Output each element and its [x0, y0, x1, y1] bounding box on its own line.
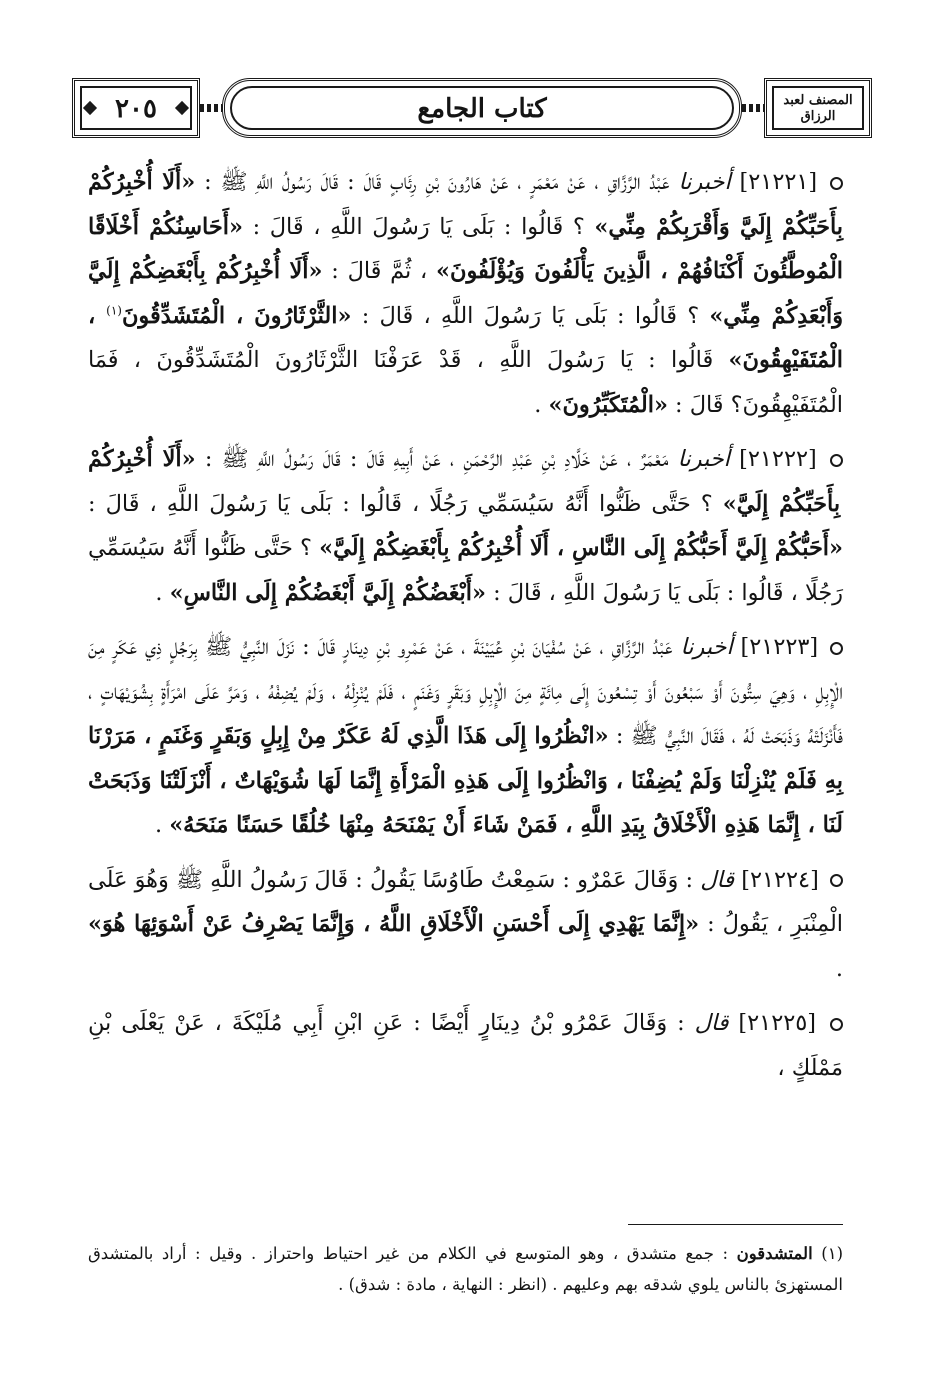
footnote-reference[interactable]: (١): [106, 303, 122, 318]
hadith-quote: «أَلَا أُخْبِرُكُمْ بِأَحَبِّكُمْ إِلَيَّ»: [88, 446, 841, 517]
page-header: [72, 78, 872, 138]
hadith-text: ؟ قَالُوا : بَلَى يَا رَسُولَ اللَّهِ ، قَالَ :: [351, 302, 700, 329]
hadith-number: [٢١٢٢٥]: [738, 1010, 817, 1036]
hadith-text: .: [835, 955, 843, 982]
hadith-quote: «الثَّرْثَارُونَ ، الْمُتَشَدِّقُونَ: [121, 302, 352, 329]
circle-bullet-icon: [830, 642, 843, 655]
circle-bullet-icon: [830, 874, 843, 887]
hadith-quote: «انْظُرُوا إِلَى هَذَا الَّذِي لَهُ عَكَرٌ مِنْ إِبِلٍ وَبَقَرٍ وَغَنَمٍ ، مَرَرْنَا بِهِ فَلَمْ يُنْزِلْنَا وَلَمْ يُضِفْنَا ، وَانْظُرُوا إِلَى هَذِهِ الْمَرْأَةِ إِنَّمَا لَهَا شُوَيْهَاتٌ ، أَنْزَلَتْنَا وَذَبَحَتْ لَنَا ، إِنَّمَا هَذِهِ الْأَخْلَاقُ بِيَدِ اللَّهِ ، فَمَنْ شَاءَ أَنْ يَمْنَحَهُ مِنْهَا خُلُقًا حَسَنًا مَنَحَهُ»: [88, 723, 843, 838]
hadith-text: : وَقَالَ عَمْرُو بْنُ دِينَارٍ أَيْضًا : عَنِ ابْنِ أَبِي مُلَيْكَةَ ، عَنْ يَعْلَى بْنِ مَمْلَكٍ ،: [88, 1010, 843, 1081]
hadith-quote: «أَحَبُّكُمْ إِلَيَّ أَحَبُّكُمْ إِلَى النَّاسِ ، أَلَا أُخْبِرُكُمْ بِأَبْغَضِكُمْ إِلَيَّ»: [319, 535, 844, 561]
circle-bullet-icon: [830, 177, 843, 190]
hadith-quote: ، الْمُتَفَيْهِقُونَ»: [88, 302, 843, 373]
hadith-text: .: [534, 391, 542, 418]
hadith-text: عَبْدُ الرَّزَّاقِ ، عَنْ سُفْيَانَ بْنِ عُيَيْنَةَ ، عَنْ عَمْرِو بْنِ دِينَارٍ قَالَ : نَزَلَ النَّبِيُّ ﷺ بِرَجُلٍ ذِي عَكَرٍ مِنَ الْإِبِلِ ، وَهِيَ سِتُّونَ أَوْ سَبْعُونَ أَوْ تِسْعُونَ إِلَى مِائَةٍ مِنَ الْإِبِلِ وَبَقَرٍ وَغَنَمٍ ، فَلَمْ يُنْزِلْهُ ، وَلَمْ يُضِفْهُ ، وَمَرَّ عَلَى امْرَأَةٍ بِشُوَيْهَاتٍ ، فَأَنْزَلَتْهُ وَذَبَحَتْ لَهُ ، فَقَالَ النَّبِيُّ ﷺ :: [88, 634, 843, 749]
hadith-quote: «أَلَا أُخْبِرُكُمْ بِأَبْغَضِكُمْ إِلَيَّ وَأَبْعَدِكُمْ مِنِّي»: [88, 258, 844, 329]
footnote-divider: [628, 1224, 843, 1225]
footnote: [88, 1238, 843, 1300]
hadith-text: عَبْدُ الرَّزَّاقِ ، عَنْ مَعْمَرٍ ، عَنْ هَارُونَ بْنِ رِئَابٍ قَالَ : قَالَ رَسُولُ اللَّهِ ﷺ :: [195, 169, 670, 195]
hadith-number: [٢١٢٢٤]: [741, 866, 819, 893]
hadith-entry: [88, 437, 843, 615]
hadith-source-word: أخبرنا: [680, 634, 733, 660]
circle-bullet-icon: [830, 454, 843, 467]
hadith-text: ؟ حَتَّى ظَنُّوا أَنَّهُ سَيُسَمِّي رَجُلًا ، قَالُوا : بَلَى يَا رَسُولَ اللَّهِ ، قَالَ :: [88, 490, 713, 517]
hadith-text: ؟ حَتَّى ظَنُّوا أَنَّهُ سَيُسَمِّي رَجُلًا ، قَالُوا : بَلَى يَا رَسُولَ اللَّهِ ، قَالَ :: [88, 535, 843, 606]
publisher-seal: [764, 78, 872, 138]
footnote-text: : جمع متشدق ، وهو المتوسع في الكلام من غير احتياط واحتراز . وقيل : أراد بالمتشدق المستهزئ بالناس يلوي شدقه بهم وعليهم . (انظر : النهاية ، مادة : شدق) .: [88, 1244, 843, 1294]
hadith-text: قَالُوا : يَا رَسُولَ اللَّهِ ، قَدْ عَرَفْنَا الثَّرْثَارُونَ الْمُتَشَدِّقُونَ ، فَمَا الْمُتَفَيْهِقُونَ؟ قَالَ :: [88, 347, 843, 418]
hadith-text: مَعْمَرٌ ، عَنْ خَلَّادِ بْنِ عَبْدِ الرَّحْمَنِ ، عَنْ أَبِيهِ قَالَ : قَالَ رَسُولُ اللَّهِ ﷺ :: [195, 446, 669, 472]
footnote-marker: (١): [821, 1244, 844, 1263]
hadith-text: : وَقَالَ عَمْرٌو : سَمِعْتُ طَاوُسًا يَقُولُ : قَالَ رَسُولُ اللَّهِ ﷺ وَهُوَ عَلَى الْمِنْبَرِ ، يَقُولُ :: [88, 866, 843, 937]
hadith-entry: [88, 1001, 843, 1090]
circle-bullet-icon: [830, 1018, 843, 1031]
footnote-term: المتشدقون: [736, 1244, 813, 1263]
page-number: ٢٠٥: [115, 94, 157, 124]
book-title-box: [222, 78, 742, 138]
hadith-text: ، ثُمَّ قَالَ :: [322, 258, 428, 284]
hadith-number: [٢١٢٢١]: [739, 169, 818, 195]
seal-text: المصنف لعبد الرزاق: [783, 93, 853, 124]
hadith-text: .: [154, 812, 163, 838]
hadith-text: .: [155, 579, 163, 606]
hadith-quote: «إِنَّمَا يَهْدِي إِلَى أَحْسَنِ الْأَخْلَاقِ اللَّهُ ، وَإِنَّمَا يَصْرِفُ عَنْ أَسْوَئِهَا هُوَ»: [88, 911, 700, 937]
hadith-entry: [88, 858, 843, 992]
hadith-number: [٢١٢٢٣]: [740, 634, 819, 660]
hadith-text: ؟ قَالُوا : بَلَى يَا رَسُولَ اللَّهِ ، قَالَ :: [242, 213, 585, 240]
hadith-entry: [88, 160, 843, 427]
hadith-source-word: قال: [694, 1010, 729, 1036]
hadith-entry: [88, 625, 843, 848]
hadith-source-word: أخبرنا: [677, 446, 730, 472]
page-number-box: [72, 78, 200, 138]
hadith-source-word: أخبرنا: [678, 169, 731, 195]
hadith-quote: «أَبْغَضُكُمْ إِلَيَّ أَبْغَضُكُمْ إِلَى النَّاسِ»: [169, 579, 486, 606]
ornament-divider: [200, 104, 222, 112]
book-title: كتاب الجامع: [417, 94, 547, 124]
main-text: [88, 160, 843, 1100]
hadith-source-word: قال: [700, 866, 735, 893]
hadith-number: [٢١٢٢٢]: [739, 446, 817, 472]
hadith-quote: «أَحَاسِنُكُمْ أَخْلَاقًا الْمُوطَّئُونَ أَكْنَافُهُمْ ، الَّذِينَ يَأْلَفُونَ وَيُؤْلَفُونَ»: [88, 213, 843, 284]
hadith-quote: «الْمُتَكَبِّرُونَ»: [548, 391, 668, 418]
ornament-divider: [742, 104, 764, 112]
hadith-quote: «أَلَا أُخْبِرُكُمْ بِأَحَبِّكُمْ إِلَيَّ وَأَقْرَبِكُمْ مِنِّي»: [88, 169, 843, 240]
